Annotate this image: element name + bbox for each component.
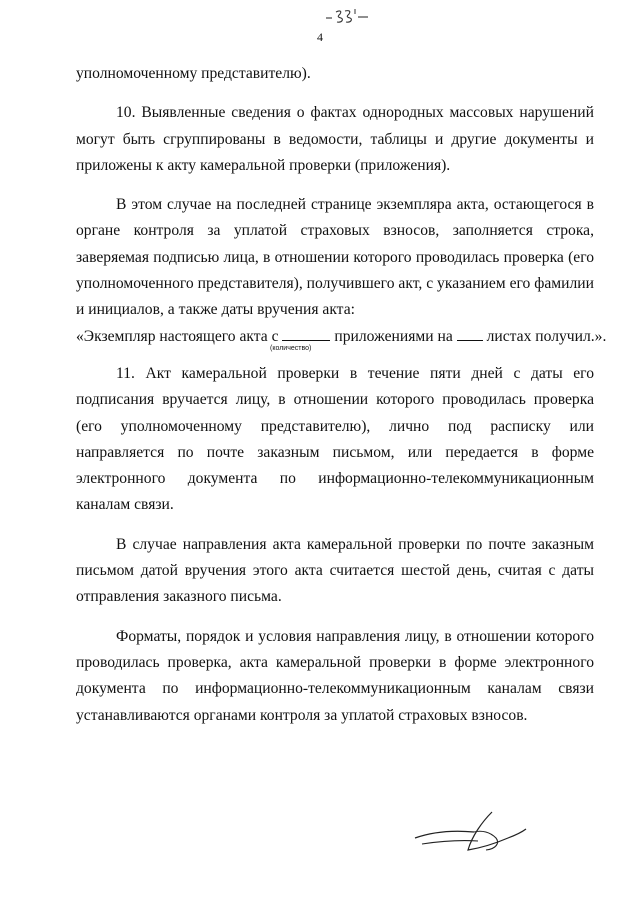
- sheets-blank: [457, 328, 483, 341]
- quantity-caption: (количество): [270, 344, 312, 352]
- paragraph-mail: В случае направления акта камеральной проверки по почте заказным письмом датой вручения этого акта считается шестой день, считая с даты отправления заказного письма.: [76, 535, 594, 606]
- receipt-form-line: [76, 324, 607, 352]
- quantity-blank: [282, 328, 330, 341]
- handwritten-page-number: [324, 6, 370, 28]
- handwritten-signature: [412, 808, 530, 856]
- paragraph-10: 10. Выявленные сведения о фактах однородных массовых нарушений могут быть сгруппированы в ведомости, таблицы и другие документы и приложены к акту камеральной проверки (приложения).: [76, 104, 594, 174]
- paragraph-case: В этом случае на последней странице экземпляра акта, остающегося в органе контроля за уплатой страховых взносов, заполняется строка, заверяемая подписью лица, в отношении которого проводилась проверка (его уполномоченного представителя), получившего акт, с указанием его фамилии и инициалов, а также даты вручения акта:: [76, 196, 594, 319]
- form-line-part-3: листах получил.».: [486, 327, 607, 345]
- form-line-part-2: приложениями на: [334, 327, 453, 345]
- form-line-part-1: «Экземпляр настоящего акта с: [76, 327, 279, 345]
- paragraph-formats: Форматы, порядок и условия направления лицу, в отношении которого проводилась проверка, акта камеральной проверки в форме электронного документа по информационно-телекоммуникационным каналам связи устанавливаются органами контроля за уплатой страховых взносов.: [76, 627, 594, 724]
- document-body: [76, 61, 607, 729]
- page-number: 4: [317, 30, 323, 44]
- paragraph-continuation: уполномоченному представителю).: [76, 65, 311, 82]
- paragraph-11: 11. Акт камеральной проверки в течение пяти дней с даты его подписания вручается лицу, в отношении которого проводилась проверка (его уполномоченному представителю), лично под расписку или направляется по почте заказным письмом, или передается в форме электронного документа по информационно-телекоммуникационным каналам связи.: [76, 364, 594, 514]
